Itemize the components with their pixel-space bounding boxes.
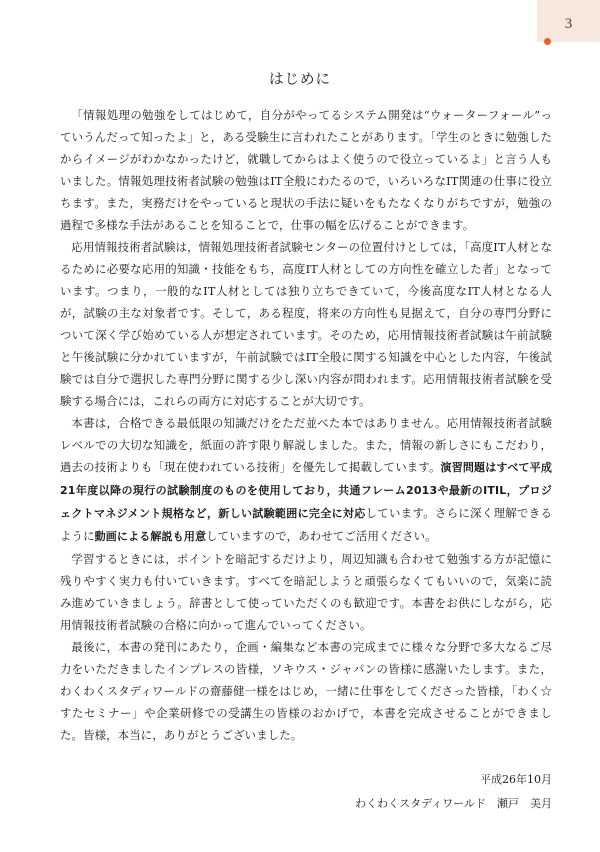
paragraph <box>60 104 552 236</box>
paragraph-text: 最後に，本書の発刊にあたり，企画・編集など本書の完成までに様々な分野で多大なるご尽力をいただきましたインプレスの皆様，ソキウス・ジャパンの皆様に感謝いたします。また，わくわくスタディワールドの齋藤健一様をはじめ，一緒に仕事をしてくださった皆様，「わく☆すたセミナー」や企業研修での受講生の皆様のおかげで，本書を完成させることができました。皆様，本当に，ありがとうございました。 <box>60 640 552 742</box>
emphasized-text: 演習問題はすべて平成21年度以降の現行の試験制度のものを使用しており，共通フレーム2013や最新のITIL，プロジェクトマネジメント規格など，新しい試験範囲に完全に対応 <box>60 461 552 520</box>
paragraph-text: 応用情報技術者試験は，情報処理技術者試験センターの位置付けとしては，「高度IT人材となるために必要な応用的知識・技能をもち，高度IT人材としての方向性を確立した者」となっています。つまり，一般的なIT人材としては独り立ちできていて，今後高度なIT人材となる人が，試験の主な対象者です。そして，ある程度，将来の方向性も見据えて，自分の専門分野について深く学び始めている人が想定されています。そのため，応用情報技術者試験は午前試験と午後試験に分かれていますが，午前試験ではIT全般に関する知識を中心とした内容，午後試験では自分で選択した専門分野に関する少し深い内容が問われます。応用情報技術者試験を受験する場合には，これらの両方に対応することが大切です。 <box>60 240 552 408</box>
emphasized-text: 動画による解説も用意 <box>94 530 207 543</box>
paragraph-text: 「情報処理の勉強をしてはじめて，自分がやってるシステム開発は“ウォーターフォール”っていうんだって知ったよ」と，ある受験生に言われたことがあります。「学生のときに勉強したからイメージがわかなかったけど，就職してからはよく使うので役立っているよ」と言う人もいました。情報処理技術者試験の勉強はIT全般にわたるので，いろいろなIT関連の仕事に役立ちます。また，実務だけをやっていると現状の手法に疑いをもたなくなりがちですが，勉強の過程で多様な手法があることを知ることで，仕事の幅を広げることができます。 <box>60 108 552 232</box>
signature-date: 平成26年10月 <box>480 773 552 786</box>
paragraph <box>60 412 552 548</box>
page-title: はじめに <box>269 72 331 88</box>
paragraph-text: 本書は，合格できる最低限の知識だけをただ並べた本ではありません。応用情報技術者試験レベルでの大切な知識を，紙面の許す限り解説しました。また，情報の新しさにもこだわり，過去の技術よりも「現在使われている技術」を優先して掲載しています。 <box>60 416 552 474</box>
paragraph <box>60 236 552 412</box>
paragraph-text: 学習するときには，ポイントを暗記するだけより，周辺知識も合わせて勉強する方が記憶に残りやすく実力も付いていきます。すべてを暗記しようと頑張らなくてもいいので，気楽に読み進めていきましょう。辞書として使っていただくのも歓迎です。本書をお供にしながら，応用情報技術者試験の合格に向かって進んでいってください。 <box>60 552 552 632</box>
paragraph-text: しています。さらに深く理解できるように <box>60 506 552 543</box>
signature-author: わくわくスタディワールド 瀬戸 美月 <box>355 797 552 810</box>
page-number: 3 <box>564 16 573 32</box>
body-text <box>60 104 552 746</box>
page-marker-dot <box>544 38 551 45</box>
paragraph <box>60 548 552 636</box>
page-number-tab <box>537 0 600 42</box>
paragraph <box>60 636 552 746</box>
paragraph-text: していますので，あわせてご活用ください。 <box>206 529 437 543</box>
